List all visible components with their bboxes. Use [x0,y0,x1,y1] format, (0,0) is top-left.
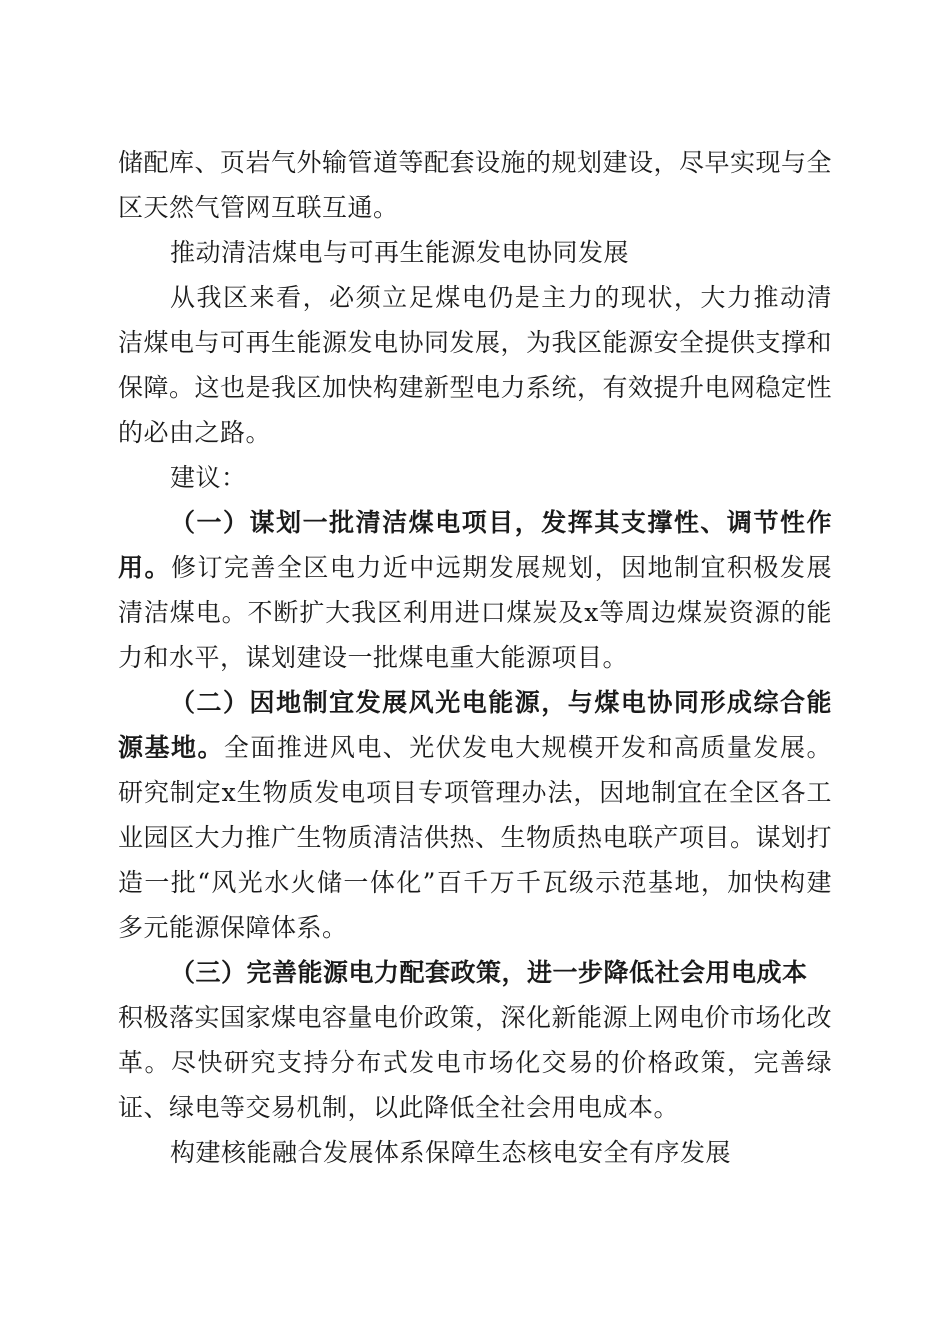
suggestion-3-lead: （三）完善能源电力配套政策，进一步降低社会用电成本 [170,958,808,987]
suggestion-1-body: 修订完善全区电力近中远期发展规划，因地制宜积极发展清洁煤电。不断扩大我区利用进口煤炭及x等周边煤炭资源的能力和水平，谋划建设一批煤电重大能源项目。 [118,553,832,672]
suggestion-1-lead: （一）谋划一批清洁煤电项目，发挥其支撑性、调节性作用。 [118,508,832,582]
paragraph-continuation: 储配库、页岩气外输管道等配套设施的规划建设，尽早实现与全区天然气管网互联互通。 [118,148,833,222]
suggestion-3 [118,950,832,1130]
suggestion-2-body: 全面推进风电、光伏发电大规模开发和高质量发展。研究制定x生物质发电项目专项管理办法，因地制宜在全区各工业园区大力推广生物质清洁供热、生物质热电联产项目。谋划打造一批“风光水火储一体化”百千万千瓦级示范基地，加快构建多元能源保障体系。 [118,733,833,942]
suggestion-2 [118,680,832,950]
document-body [118,140,832,1175]
suggestion-3-body: 积极落实国家煤电容量电价政策，深化新能源上网电价市场化改革。尽快研究支持分布式发电市场化交易的价格政策，完善绿证、绿电等交易机制，以此降低全社会用电成本。 [118,1003,833,1122]
suggestion-2-lead: （二）因地制宜发展风光电能源，与煤电协同形成综合能源基地。 [118,688,832,762]
paragraph-suggestions-label: 建议： [170,463,247,492]
suggestion-1 [118,500,832,680]
paragraph-context: 从我区来看，必须立足煤电仍是主力的现状，大力推动清洁煤电与可再生能源发电协同发展，为我区能源安全提供支撑和保障。这也是我区加快构建新型电力系统，有效提升电网稳定性的必由之路。 [118,283,833,447]
section-heading-clean-coal: 推动清洁煤电与可再生能源发电协同发展 [170,238,630,267]
section-heading-nuclear: 构建核能融合发展体系保障生态核电安全有序发展 [170,1138,732,1167]
